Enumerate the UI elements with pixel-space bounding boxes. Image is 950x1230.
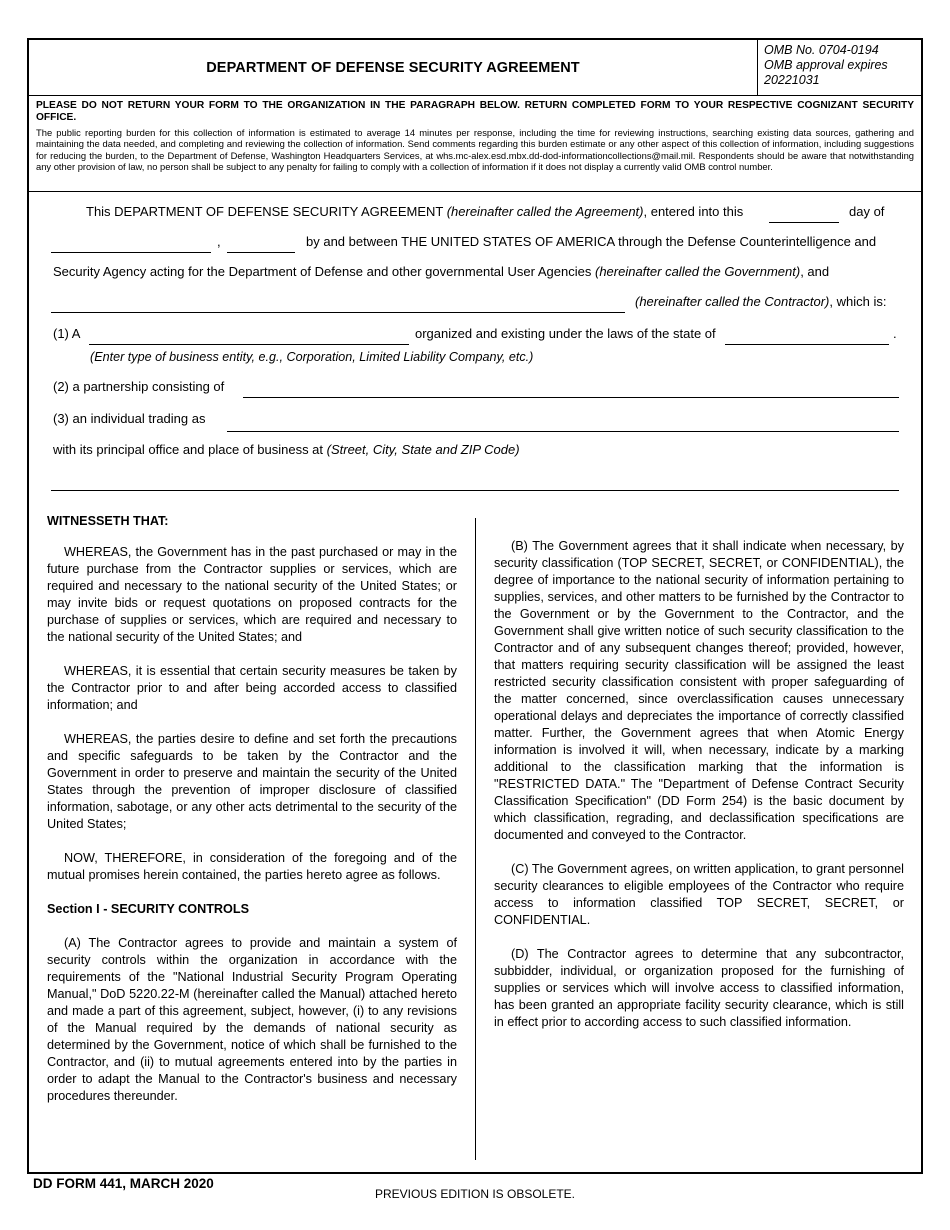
item2-label: (2) a partnership consisting of	[53, 379, 225, 394]
form-frame	[27, 38, 923, 1174]
burden-notice	[29, 96, 921, 192]
contractor-name-field[interactable]	[51, 312, 625, 313]
omb-expiry-date: 20221031	[764, 73, 820, 87]
witnesseth-heading: WITNESSETH THAT:	[47, 514, 169, 528]
burden-statement: The public reporting burden for this collection of information is estimated to average 14 minutes per response, including the time for reviewing instructions, searching existing data sources, gathering and maintaining the data needed, and completing and reviewing the collection of information. Send comments regarding this burden estimate or any other aspect of this collection of information, including suggestions for reducing the burden, to the Department of Defense, Washington Headquarters Services, at whs.mc-alex.esd.mbx.dd-dod-informationcollections@mail.mil. Respondents should be aware that notwithstanding any other provision of law, no person shall be subject to any penalty for failing to comply with a collection of information if it does not display a currently valid OMB control number.	[36, 127, 914, 173]
section-b-paragraph: (B) The Government agrees that it shall indicate when necessary, by security classification (TOP SECRET, SECRET, or CONFIDENTIAL), the degree of importance to the national security of information pertaining to supplies, services, and other matters to be furnished by the Contractor to the Government or by the Government to the Contractor, and the Government shall give written notice of such security classification to the Contractor and of any subsequent changes thereof; provided, however, that matters requiring security classification will be assigned the least restricted security classification consistent with proper safeguarding of the matter concerned, since overclassification causes unnecessary operational delays and depreciates the importance of correctly classified matter. Further, the Government agrees that when Atomic Energy information is involved it will, when necessary, indicate by a marking additional to the classification marking that the information is "RESTRICTED DATA." The "Department of Defense Contract Security Classification Specification" (DD Form 254) is the basic document by which classification, regrading, and declassification specifications are documented and conveyed to the Contractor.	[494, 539, 904, 842]
government-line: Security Agency acting for the Department of Defense and other governmental User Agencies (hereinafter called the Government), and	[53, 264, 830, 279]
obsolete-notice: PREVIOUS EDITION IS OBSOLETE.	[374, 1187, 576, 1201]
individual-field[interactable]	[227, 431, 899, 432]
omb-number: OMB No. 0704-0194	[764, 43, 879, 57]
section-heading: Section I - SECURITY CONTROLS	[47, 902, 250, 916]
parties-line: by and between THE UNITED STATES OF AMERICA through the Defense Counterintelligence and	[306, 234, 877, 249]
column-divider	[475, 518, 476, 1160]
address-field[interactable]	[51, 490, 899, 491]
form-title: DEPARTMENT OF DEFENSE SECURITY AGREEMENT	[206, 60, 580, 76]
item1-period: .	[893, 326, 897, 341]
whereas-paragraph-3: WHEREAS, the parties desire to define and set forth the precautions and specific safeguards to be taken by the Contractor and the Government in order to preserve and maintain the security of the United States through the prevention of improper disclosure of classified information, sabotage, or any other acts detrimental to the security of the United States;	[47, 732, 457, 831]
comma-label: ,	[217, 234, 221, 249]
section-c-paragraph: (C) The Government agrees, on written application, to grant personnel security clearances to eligible employees of the Contractor who require access to information classified TOP SECRET, SECRET, or CONFIDENTIAL.	[494, 862, 904, 927]
now-therefore-paragraph: NOW, THEREFORE, in consideration of the foregoing and of the mutual promises herein contained, the parties hereto agree as follows.	[47, 851, 457, 882]
item3-label: (3) an individual trading as	[53, 411, 206, 426]
contractor-line: (hereinafter called the Contractor), which is:	[635, 294, 887, 309]
state-field[interactable]	[725, 344, 889, 345]
whereas-paragraph-1: WHEREAS, the Government has in the past purchased or may in the future purchase from the Contractor supplies or services, which are required and necessary to the national security of the United States; or may invite bids or request quotations on proposed contracts for the purchase of supplies or services, which are required and necessary to the national security of the United States; and	[47, 545, 457, 644]
left-column	[47, 544, 457, 1122]
form-identifier: DD FORM 441, MARCH 2020	[33, 1176, 214, 1191]
day-field[interactable]	[769, 222, 839, 223]
agreement-intro: This DEPARTMENT OF DEFENSE SECURITY AGREEMENT (hereinafter called the Agreement), entered into this	[86, 204, 744, 219]
whereas-paragraph-2: WHEREAS, it is essential that certain security measures be taken by the Contractor prior to and after being accorded access to classified information; and	[47, 664, 457, 712]
day-of-label: day of	[849, 204, 885, 219]
omb-expires-label: OMB approval expires	[764, 58, 888, 72]
agreement-fields	[29, 192, 921, 514]
right-column	[494, 538, 904, 1048]
business-entity-field[interactable]	[89, 344, 409, 345]
section-a-paragraph: (A) The Contractor agrees to provide and maintain a system of security controls within the organization in accordance with the requirements of the "National Industrial Security Program Operating Manual," DoD 5220.22-M (hereinafter called the Manual) attached hereto and made a part of this agreement, subject, however, (i) to any revisions of the Manual required by the demands of national security as determined by the Government, notice of which shall be furnished to the Contractor, and (ii) to mutual agreements entered into by the parties in order to adapt the Manual to the Contractor's business and necessary procedures thereunder.	[47, 936, 457, 1103]
section-d-paragraph: (D) The Contractor agrees to determine that any subcontractor, subbidder, individual, or organization proposed for the furnishing of supplies or services which will involve access to classified information, has been granted an appropriate facility security clearance, which is still in effect prior to according access to such classified information.	[494, 947, 904, 1029]
omb-box	[757, 40, 921, 96]
item1-label: (1) A	[53, 326, 81, 341]
return-instructions: PLEASE DO NOT RETURN YOUR FORM TO THE ORGANIZATION IN THE PARAGRAPH BELOW. RETURN COMPLETED FORM TO YOUR RESPECTIVE COGNIZANT SECURITY OFFICE.	[36, 100, 914, 123]
principal-office-label: with its principal office and place of business at (Street, City, State and ZIP Code)	[53, 442, 520, 457]
header-row	[29, 40, 921, 96]
month-field[interactable]	[51, 252, 211, 253]
item1-state-label: organized and existing under the laws of the state of	[415, 326, 716, 341]
partnership-field[interactable]	[243, 397, 899, 398]
entity-hint: (Enter type of business entity, e.g., Corporation, Limited Liability Company, etc.)	[90, 350, 534, 364]
year-field[interactable]	[227, 252, 295, 253]
